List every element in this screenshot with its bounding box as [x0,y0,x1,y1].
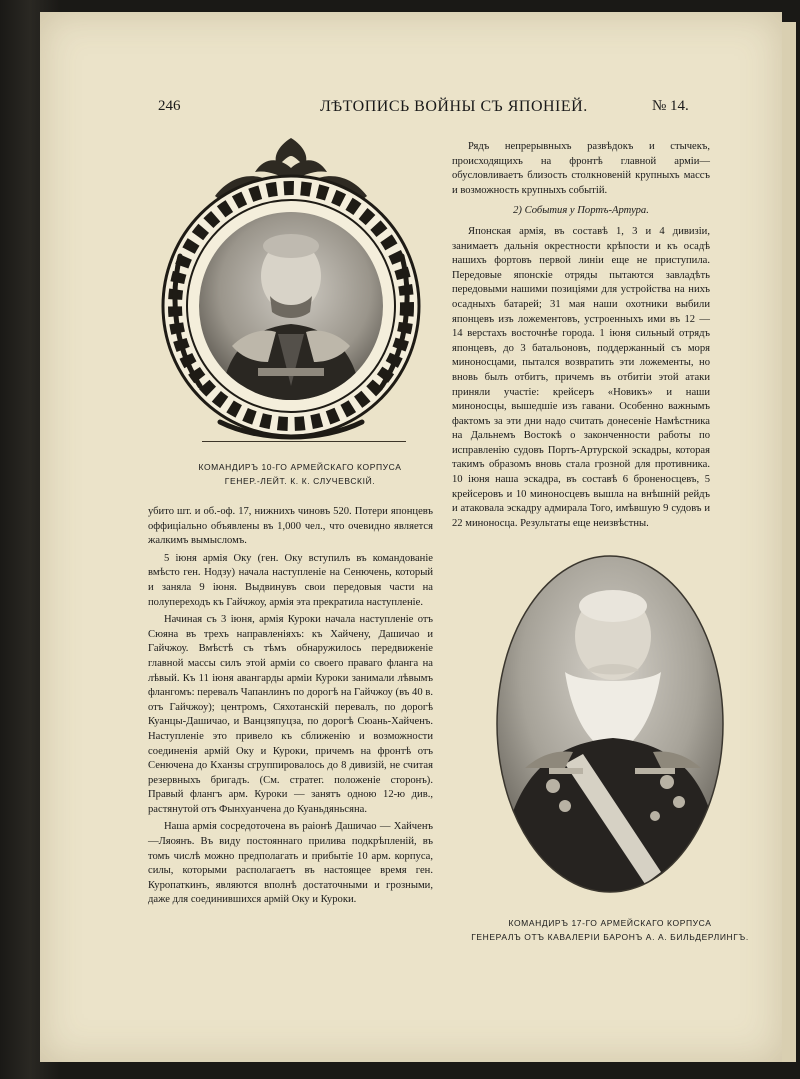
ornamental-portrait-frame [160,136,422,448]
left-paragraph: Наша армія сосредоточена въ раіонѣ Дашичао — Хайченъ—Ляоянъ. Въ виду постояннаго прилива подкрѣпленій, въ томъ числѣ можно предполагать и прибытіе 10 арм. корпуса, силы, которыми располагаетъ въ настоящее время ген. Куропаткинъ, являются вполнѣ достаточными и грозными, даже для соединившихся армій Оку и Куроки. [148,821,433,906]
intro-paragraph: Рядъ непрерывныхъ развѣдокъ и стычекъ, происходящихъ на фронтѣ главной арміи—обусловливаетъ близость столкновеній крупныхъ массъ и возможность крупныхъ событій. [452,141,710,196]
right-column-top-text [452,140,710,534]
page-header [40,98,782,120]
left-paragraph: убито шт. и об.-оф. 17, нижнихъ чиновъ 520. Потери японцевъ оффиціально объявлены въ 1,000 чел., что очевидно является жалкимъ вымысломъ. [148,506,433,547]
caption-2-line-1: КОМАНДИРЪ 17-ГО АРМЕЙСКАГО КОРПУСА [508,918,712,928]
portrait-caption-1 [170,460,430,488]
port-arthur-paragraph: Японская армія, въ составѣ 1, 3 и 4 дивизіи, занимаетъ дальнія окрестности крѣпости и къ осадѣ нашихъ фортовъ первой линіи еще не приступила. Передовые японскіе отряды пытаются завладѣть передовыми нашими позиціями для устройства на нихъ осадныхъ батарей; 31 мая наши охотники выбили японцевъ изъ ложементовъ, устроенныхъ ими въ 12 — 14 верстахъ восточнѣе города. 1 іюня сильный отрядъ японцевъ, до 3 батальоновъ, поддержанный съ моря миноносцами, пытался возвратить эти ложементы, но вновь былъ отбитъ, причемъ въ отбитіи этой атаки приняли участіе: крейсеръ «Новикъ» и наши миноносцы, вышедшіе изъ гавани. Особенно важнымъ фактомъ за эти дни надо считать донесеніе Намѣстника на Дальнемъ Востокѣ о законченности работы по исправленію судовъ Портъ-Артурской эскадры, которая такимъ образомъ вновь стала грозной для противника. 10 іюня наша эскадра, въ составѣ 6 броненосцевъ, 5 крейсеровъ и 10 миноносцевъ вышла на внѣшній рейдъ и атаковала эскадру адмирала Того, имѣвшую 9 судовъ и 22 миноносца. Результаты еще неизвѣстны. [452,225,710,529]
frame-base-rule [202,441,406,442]
oval-portrait-svg [495,554,725,894]
issue-number: № 14. [652,98,689,114]
magazine-page [40,12,782,1062]
portrait-ornament-svg [160,136,422,448]
left-paragraph: Начиная съ 3 іюня, армія Куроки начала наступленіе отъ Сюяна въ трехъ направленіяхъ: къ Хайчену, Дашичао и Гайчжоу. Вмѣстѣ съ тѣмъ обнаружилось передвиженіе главной массы силъ этой арміи со своего праваго фланга на лѣвый. Къ 11 іюня авангарды арміи Куроки занимали лѣвымъ флангомъ: перевалъ Чапанлинъ по дорогѣ на Гайчжоу (въ 40 в. отъ Гайчжоу); центромъ, Сяхотанскій перевалъ, по дорогѣ Куанцы-Дашичао, и Ванцзяпуцза, по дорогѣ Сюань-Хайченъ. Наступленіе это привело къ сближенію и возможности соединенія армій Оку и Куроки, причемъ на фронтѣ отъ Сенючена до Кханзы сгруппировалось до 8 дивизій, не считая резервныхъ бригадъ. (См. стратег. положеніе сторонъ). Правый флангъ арм. Куроки — занятъ одною 12-ю див., растянутой отъ Фынхуанчена до Куаньдяньсяна. [148,614,433,815]
page-number: 246 [158,98,181,114]
section-heading: 2) События у Портъ-Артура. [513,205,649,217]
page-edge [782,22,796,1062]
left-paragraph: 5 іюня армія Оку (ген. Оку вступилъ въ командованіе вмѣсто ген. Нодзу) начала наступленіе на Сенючень, который и заняла 9 іюня. Выдвинувъ свои передовыя части на полупереходъ къ Гайчжоу, армія эта прекратила наступленіе. [148,552,433,608]
running-title: ЛѢТОПИСЬ ВОЙНЫ СЪ ЯПОНІЕЙ. [320,98,588,115]
oval-portrait-bilderling [495,554,725,894]
portrait-caption-2 [460,916,760,944]
caption-2-line-2: ГЕНЕРАЛЪ ОТЪ КАВАЛЕРІИ БАРОНЪ А. А. БИЛЬДЕРЛИНГЪ. [471,932,749,942]
left-column-text [148,505,433,911]
caption-1-line-2: ГЕНЕР.-ЛЕЙТ. К. К. СЛУЧЕВСКІЙ. [224,476,376,486]
caption-1-line-1: КОМАНДИРЪ 10-ГО АРМЕЙСКАГО КОРПУСА [198,462,402,472]
